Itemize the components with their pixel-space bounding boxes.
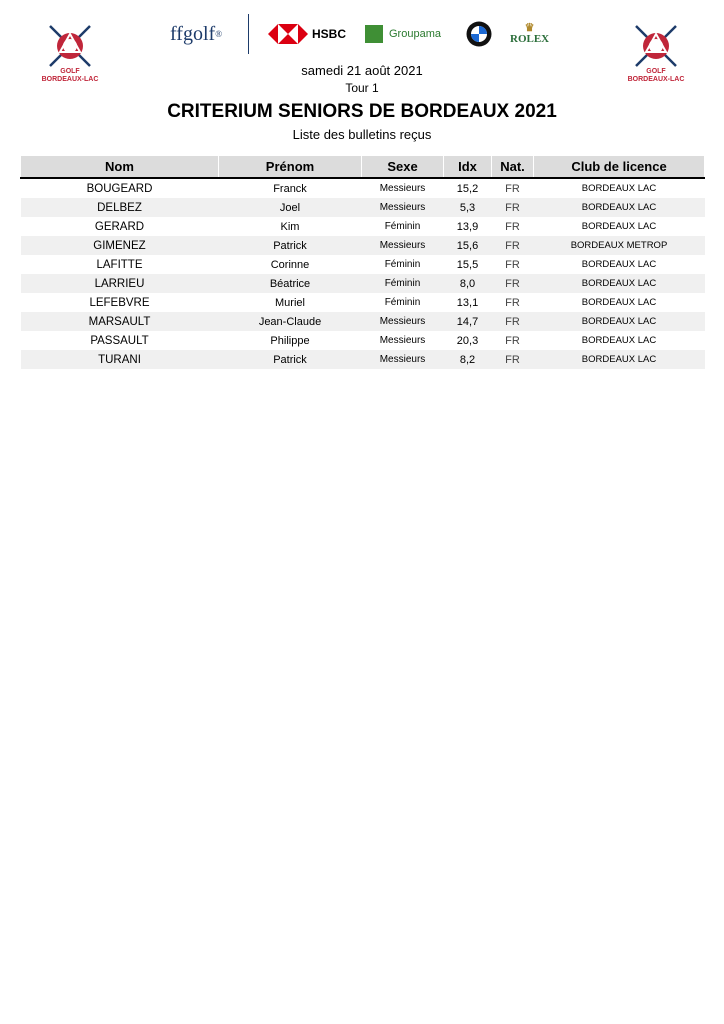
cell-nat: FR [492,198,534,217]
sponsor-divider [248,14,249,54]
club-logo-right [616,22,696,90]
rolex-logo [510,10,549,58]
logo-golf-text: GOLF [60,68,80,75]
column-header-nat: Nat. [492,156,534,178]
cell-nom: MARSAULT [21,312,219,331]
cell-idx: 13,9 [456,220,479,233]
cell-prenom: Patrick [219,236,362,255]
page-subtitle: Liste des bulletins reçus [292,127,432,142]
column-header-prenom: Prénom [219,156,362,178]
cell-idx: 8,0 [444,274,492,293]
cell-idx: 15,5 [456,258,479,271]
cell-club: BORDEAUX LAC [581,259,657,270]
table-row [21,293,705,312]
entries-table [20,156,705,369]
table-row [21,236,705,255]
cell-nom: GERARD [94,220,145,233]
cell-nat: FR [505,182,520,195]
table-row [21,178,705,198]
cell-club: BORDEAUX LAC [534,312,705,331]
table-header-row [21,156,705,178]
cell-prenom: Kim [280,220,300,233]
table-row [21,198,705,217]
hsbc-hexagon-icon [268,24,308,44]
cell-sexe: Messieurs [362,198,444,217]
hsbc-text: HSBC [312,27,347,41]
event-date: samedi 21 août 2021 [301,63,423,78]
cell-nat: FR [505,296,520,309]
groupama-leaf-icon [365,25,383,43]
cell-nat: FR [505,258,520,271]
cell-idx: 14,7 [444,312,492,331]
cell-sexe: Messieurs [379,335,426,346]
cell-nat: FR [505,334,520,347]
cell-club: BORDEAUX LAC [581,335,657,346]
cell-nat: FR [505,220,520,233]
registered-mark: ® [215,29,223,39]
cell-nat: FR [492,312,534,331]
table-row [21,312,705,331]
cell-prenom: Béatrice [219,274,362,293]
cell-nom: LAFITTE [96,258,143,271]
cell-idx: 8,2 [444,350,492,369]
groupama-text: Groupama [389,28,441,40]
cell-sexe: Messieurs [362,312,444,331]
hsbc-logo [268,10,346,58]
cell-nom: BOUGEARD [86,182,153,195]
logo-club-text: BORDEAUX-LAC [41,76,99,83]
cell-sexe: Féminin [384,297,421,308]
column-header-idx: Idx [444,156,492,178]
cell-idx: 5,3 [444,198,492,217]
rolex-crown-icon: ♛ [524,22,535,34]
cell-idx: 15,2 [456,182,479,195]
table-row [21,217,705,236]
cell-prenom: Jean-Claude [219,312,362,331]
sponsor-banner [155,10,580,58]
club-logo-left [30,22,110,90]
cell-sexe: Messieurs [362,350,444,369]
cell-nom: PASSAULT [90,334,149,347]
page-title: CRITERIUM SENIORS DE BORDEAUX 2021 [167,101,557,122]
cell-prenom: Patrick [219,350,362,369]
cell-prenom: Franck [273,182,307,195]
cell-club: BORDEAUX LAC [581,221,657,232]
cell-idx: 13,1 [456,296,479,309]
cell-club: BORDEAUX LAC [534,350,705,369]
table-row [21,274,705,293]
cell-sexe: Féminin [362,274,444,293]
cell-club: BORDEAUX METROP [534,236,705,255]
cell-sexe: Féminin [384,221,421,232]
logo-club-text: BORDEAUX-LAC [627,76,685,83]
round-label: Tour 1 [345,81,379,95]
cell-nom: GIMENEZ [21,236,219,255]
cell-idx: 15,6 [444,236,492,255]
cell-nat: FR [492,236,534,255]
cell-nat: FR [492,350,534,369]
table-row [21,350,705,369]
groupama-logo [365,10,441,58]
cell-sexe: Messieurs [362,236,444,255]
cell-club: BORDEAUX LAC [534,198,705,217]
table-row [21,255,705,274]
ffgolf-logo [170,10,222,58]
cell-prenom: Joel [219,198,362,217]
cell-club: BORDEAUX LAC [581,183,657,194]
table-row [21,331,705,350]
rolex-text: ROLEX [510,33,550,45]
cell-nom: LARRIEU [21,274,219,293]
cell-nom: LEFEBVRE [89,296,150,309]
cell-nom: TURANI [21,350,219,369]
cell-prenom: Corinne [270,258,310,271]
cell-sexe: Féminin [384,259,421,270]
cell-sexe: Messieurs [379,183,426,194]
cell-prenom: Muriel [275,296,305,309]
column-header-nom: Nom [21,156,219,178]
cell-nom: DELBEZ [21,198,219,217]
column-header-club: Club de licence [534,156,705,178]
column-header-sexe: Sexe [362,156,444,178]
cell-prenom: Philippe [270,334,310,347]
ffgolf-text: ffgolf [170,22,216,45]
cell-idx: 20,3 [456,334,479,347]
cell-club: BORDEAUX LAC [581,297,657,308]
logo-golf-text: GOLF [646,68,666,75]
cell-nat: FR [492,274,534,293]
bmw-logo [466,10,492,58]
bmw-roundel-icon [466,21,492,47]
cell-club: BORDEAUX LAC [534,274,705,293]
